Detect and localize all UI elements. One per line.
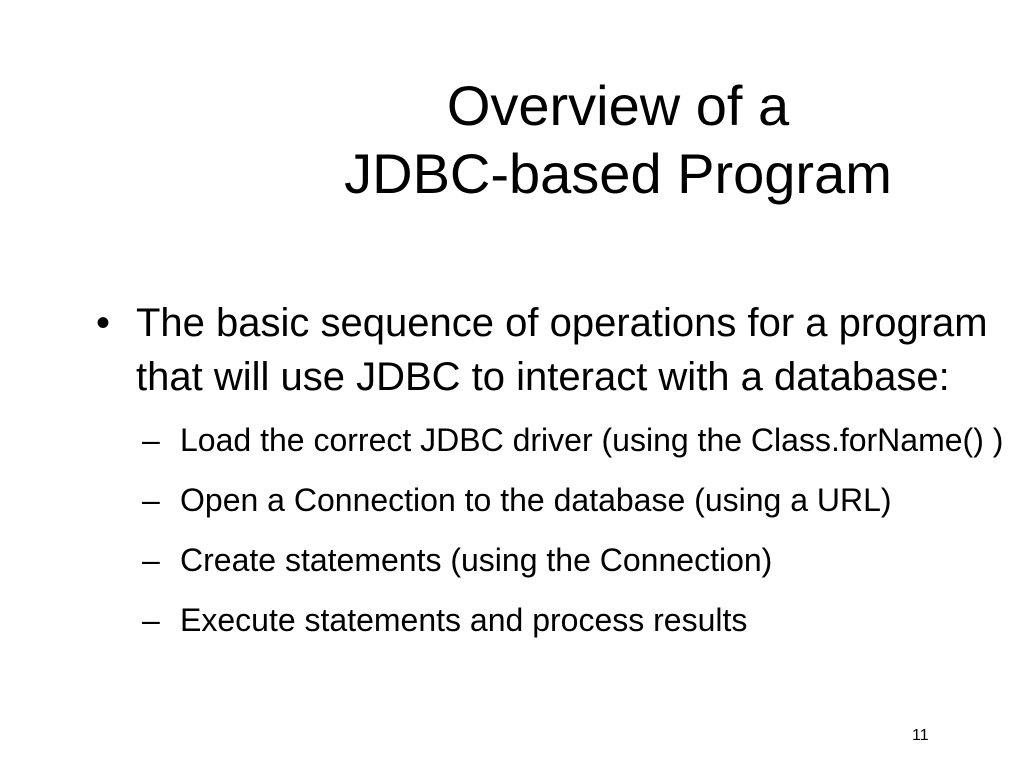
- sub-item-text: Execute statements and process results: [180, 602, 748, 638]
- bullet-marker: •: [96, 301, 111, 345]
- sub-item: [136, 478, 1006, 522]
- sub-item: [136, 538, 1006, 582]
- sub-list: [136, 418, 1006, 642]
- title-line: JDBC-based Program: [344, 142, 892, 205]
- dash-marker: –: [142, 602, 160, 638]
- bullet-item: [96, 296, 1006, 642]
- slide-title: [200, 72, 1024, 208]
- dash-marker: –: [142, 482, 160, 518]
- sub-item-text: Create statements (using the Connection): [180, 542, 773, 578]
- sub-item: [136, 418, 1006, 462]
- dash-marker: –: [142, 422, 160, 458]
- page-number: 11: [912, 727, 929, 744]
- sub-item: [136, 598, 1006, 642]
- sub-item-text: Open a Connection to the database (using a URL): [180, 482, 892, 518]
- sub-item-text: Load the correct JDBC driver (using the Class.forName() ): [180, 422, 1004, 458]
- title-line: Overview of a: [446, 74, 790, 137]
- bullet-text: The basic sequence of operations for a program that will use JDBC to interact with a database:: [136, 301, 988, 399]
- bullet-list: [96, 296, 1006, 658]
- dash-marker: –: [142, 542, 160, 578]
